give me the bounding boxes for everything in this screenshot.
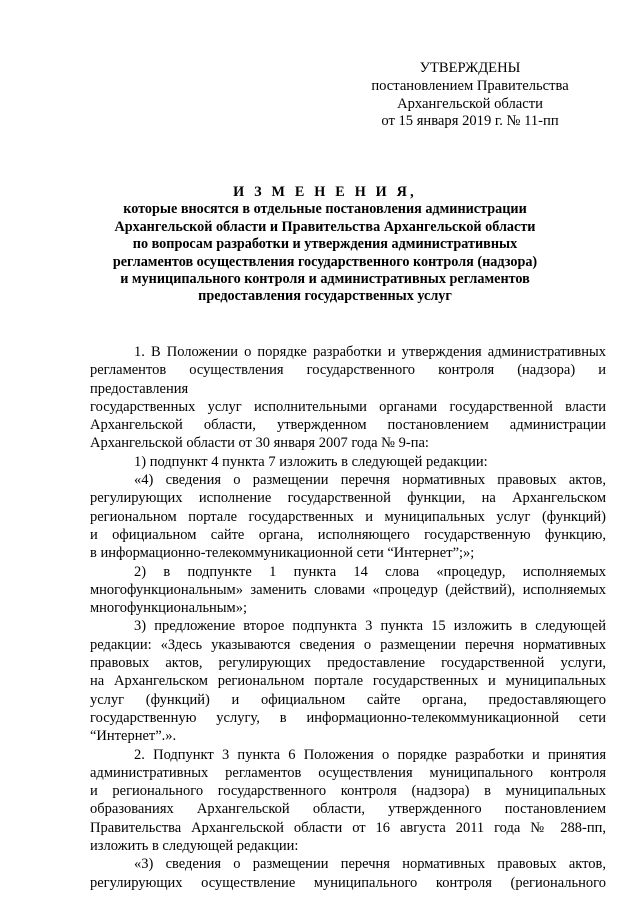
approval-line-3: Архангельской области (397, 95, 543, 112)
body-line: редакции: «Здесь указываются сведения о размещении перечня нормативных (90, 636, 606, 653)
body-line: Архангельской области, утвержденном постановлением администрации (90, 417, 606, 434)
body-line: в информационно-телекоммуникационной сети “Интернет”;»; (90, 545, 475, 562)
body-line: государственную услугу, в информационно-телекоммуникационной сети (90, 709, 606, 726)
body-line: и регионального государственного контроля (надзора) в муниципальных (90, 783, 606, 800)
body-line: регулирующих исполнение государственной функции, на Архангельском (90, 490, 606, 507)
approval-line-1: УТВЕРЖДЕНЫ (419, 60, 521, 76)
body-line: 1) подпункт 4 пункта 7 изложить в следующей редакции: (134, 453, 488, 470)
body-line: «3) сведения о размещении перечня нормативных правовых актов, (134, 856, 606, 873)
body-line: правовых актов, регулирующих предоставление государственной услуги, (90, 655, 606, 672)
body-line: услуг (функций) и официальном сайте органа, предоставляющего (90, 691, 606, 708)
body-line: 2. Подпункт 3 пункта 6 Положения о порядке разработки и принятия (134, 746, 606, 763)
body-line: регламентов осуществления государственного контроля (надзора) и предоставления (90, 362, 606, 397)
body-line: регулирующих осуществление муниципального контроля (регионального (90, 874, 606, 891)
body-line: и официальном сайте органа, исполняющего государственную функцию, (90, 526, 606, 543)
title-subtitle-line: предоставления государственных услуг (198, 288, 452, 305)
document-body (90, 343, 606, 892)
body-line: многофункциональным»; (90, 600, 248, 617)
body-line: изложить в следующей редакции: (90, 838, 299, 855)
title-subtitle-line: Архангельской области и Правительства Архангельской области (114, 218, 536, 235)
body-line: «4) сведения о размещении перечня нормативных правовых актов, (134, 472, 606, 489)
body-line: 2) в подпункте 1 пункта 14 слова «процедур, исполняемых (134, 563, 606, 580)
approval-stamp (360, 60, 580, 131)
title-subtitle-line: которые вносятся в отдельные постановления администрации (123, 201, 527, 218)
body-line: 3) предложение второе подпункта 3 пункта 15 изложить в следующей (134, 618, 606, 635)
title-subtitle-line: регламентов осуществления государственного контроля (надзора) (112, 253, 538, 270)
body-line: 1. В Положении о порядке разработки и утверждения административных (134, 344, 606, 360)
title-heading: И З М Е Н Е Н И Я, (233, 184, 417, 200)
body-line: Архангельской области от 30 января 2007 года № 9-па: (90, 435, 429, 452)
title-subtitle-line: по вопросам разработки и утверждения административных (132, 236, 518, 253)
document-title (110, 184, 540, 306)
body-line: Правительства Архангельской области от 16 августа 2011 года № 288-пп, (90, 819, 606, 836)
approval-line-4: от 15 января 2019 г. № 11-пп (381, 113, 559, 130)
title-subtitle-line: и муниципального контроля и административных регламентов (120, 271, 530, 288)
body-line: “Интернет”.». (90, 728, 177, 745)
body-line: многофункциональным» заменить словами «процедур (действий), исполняемых (90, 581, 606, 598)
body-line: на Архангельском региональном портале государственных и муниципальных (90, 673, 606, 690)
body-line: региональном портале государственных и муниципальных услуг (функций) (90, 508, 606, 525)
body-line: государственных услуг исполнительными органами государственной власти (90, 398, 606, 415)
approval-line-2: постановлением Правительства (371, 77, 569, 94)
body-line: административных регламентов осуществления муниципального контроля (90, 764, 606, 781)
body-line: образованиях Архангельской области, утвержденного постановлением (90, 801, 606, 818)
